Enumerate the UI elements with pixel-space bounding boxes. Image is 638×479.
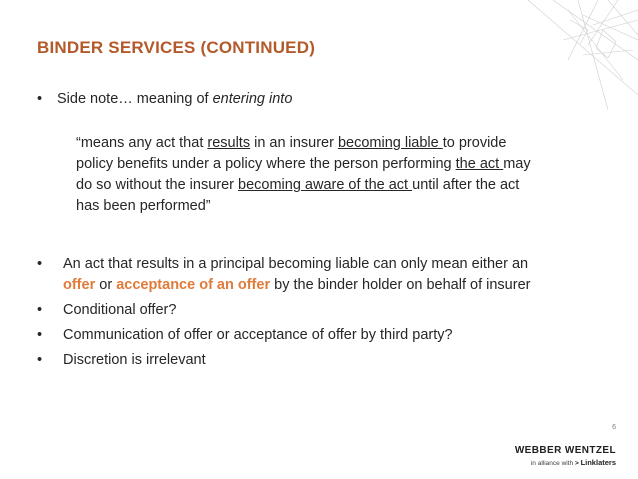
bullet-symbol: • xyxy=(37,256,43,272)
side-note-text: Side note… meaning of xyxy=(57,91,213,107)
bullet-symbol: • xyxy=(37,352,43,368)
bullet-symbol: • xyxy=(37,327,43,343)
bullet-1-line-1: An act that results in a principal becoming liable can only mean either an xyxy=(63,256,529,272)
bullet-item-3 xyxy=(37,325,607,346)
webber-wentzel-logo xyxy=(515,445,616,467)
acceptance-highlight: acceptance of an offer xyxy=(116,277,271,293)
bullet-item-2 xyxy=(37,300,607,321)
decorative-corner-lines xyxy=(508,0,638,110)
quote-text: to provide xyxy=(442,135,507,151)
quote-line-2 xyxy=(76,154,606,175)
quote-line-1 xyxy=(76,133,606,154)
bullet-symbol: • xyxy=(37,302,43,318)
quote-underlined: results xyxy=(207,135,251,151)
quote-text: do so without the insurer xyxy=(76,177,239,193)
linklaters-text: Linklaters xyxy=(580,458,616,467)
side-note-bullet xyxy=(37,90,292,109)
alliance-text: in alliance with xyxy=(530,460,574,467)
logo-name: WEBBER WENTZEL xyxy=(514,445,616,456)
bullet-symbol: • xyxy=(37,91,43,107)
main-bullet-list xyxy=(37,254,607,371)
quote-line-4: has been performed” xyxy=(76,198,211,214)
bullet-item-4 xyxy=(37,350,607,371)
bullet-text: by the binder holder on behalf of insurer xyxy=(270,277,531,293)
bullet-text: or xyxy=(95,277,117,293)
quote-text: may xyxy=(503,156,531,172)
bullet-item-1 xyxy=(37,254,607,296)
quote-text: policy benefits under a policy where the person performing xyxy=(76,156,456,172)
offer-highlight: offer xyxy=(63,277,96,293)
logo-alliance xyxy=(515,458,616,467)
bullet-4-text: Discretion is irrelevant xyxy=(63,352,206,368)
chevron-right-icon: > xyxy=(574,460,579,467)
slide-title: BINDER SERVICES (CONTINUED) xyxy=(37,38,316,57)
bullet-1-line-2 xyxy=(63,275,607,296)
quote-text: until after the act xyxy=(412,177,520,193)
quote-text: in an insurer xyxy=(250,135,338,151)
bullet-3-text: Communication of offer or acceptance of offer by third party? xyxy=(63,327,453,343)
quote-line-3 xyxy=(76,175,606,196)
quote-underlined: becoming aware of the act xyxy=(238,177,413,193)
side-note-emphasis: entering into xyxy=(212,91,293,107)
quote-underlined: becoming liable xyxy=(337,135,443,151)
quote-text: “means any act that xyxy=(76,135,208,151)
page-number: 6 xyxy=(612,424,616,431)
definition-quote xyxy=(76,133,606,217)
bullet-2-text: Conditional offer? xyxy=(63,302,177,318)
quote-underlined: the act xyxy=(455,156,504,172)
